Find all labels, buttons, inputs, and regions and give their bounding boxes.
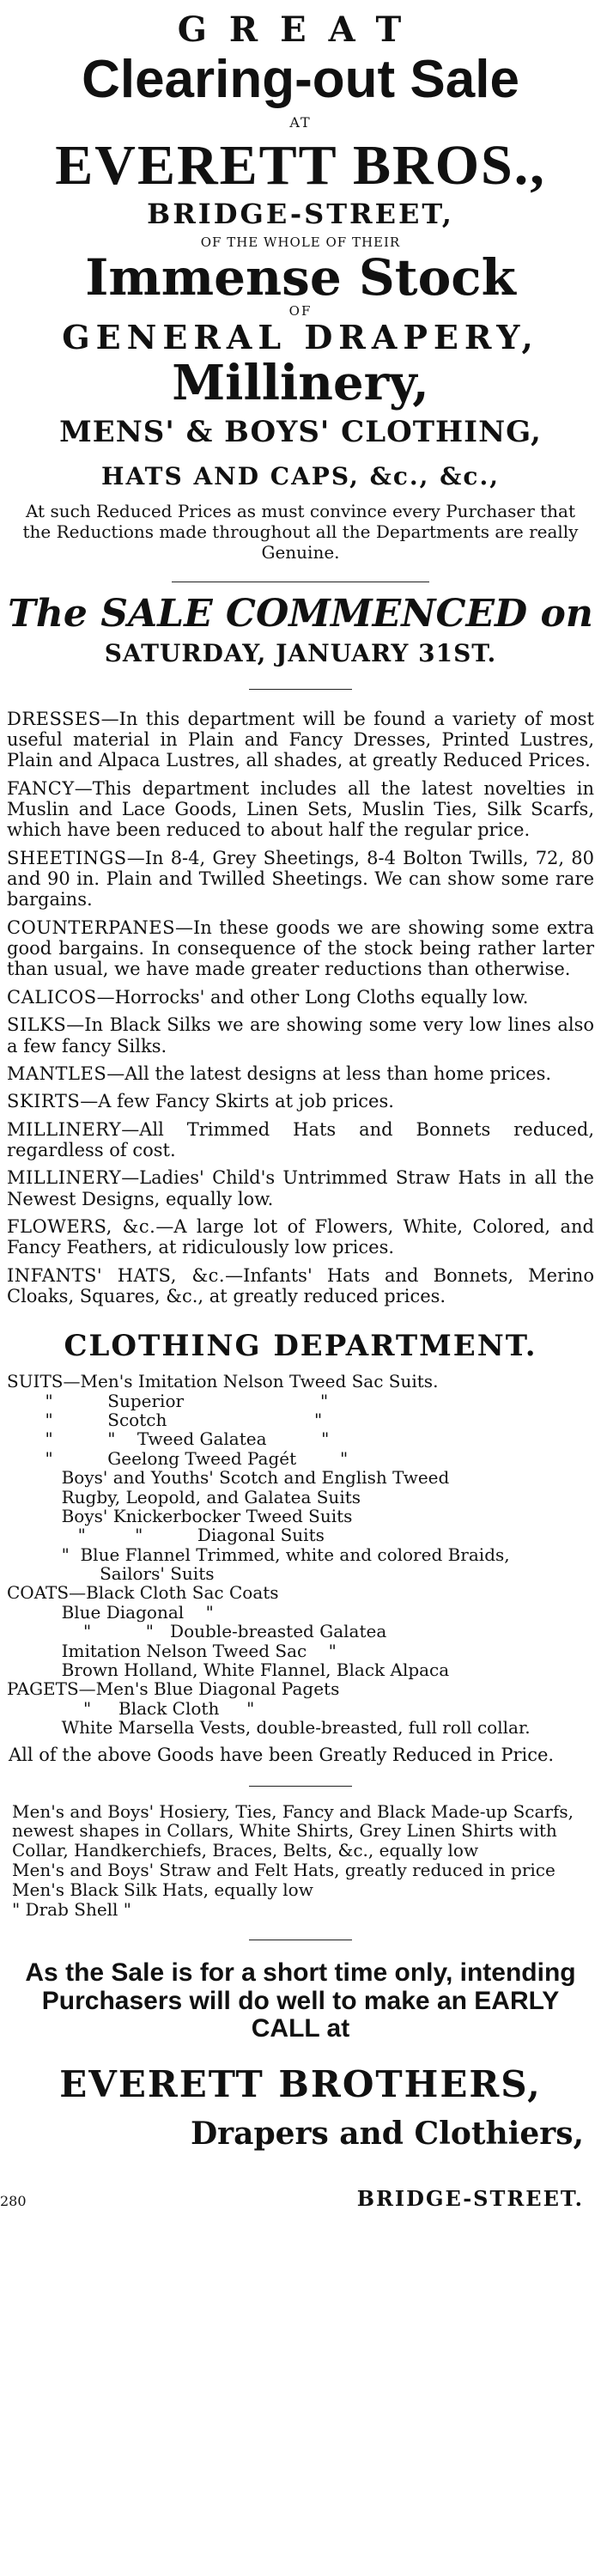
divider xyxy=(249,1786,352,1787)
department-item xyxy=(7,1167,594,1209)
department-head: DRESSES xyxy=(7,708,101,729)
headline-great: GREAT xyxy=(177,9,424,50)
department-text: —In Black Silks we are showing some very low lines also a few fancy Silks. xyxy=(7,1014,594,1057)
department-list xyxy=(7,709,594,1307)
department-item xyxy=(7,1063,594,1084)
street-name: BRIDGE-STREET, xyxy=(147,198,454,231)
hosiery-list xyxy=(12,1802,589,1920)
department-item xyxy=(7,1014,594,1057)
reduced-prices-text: At such Reduced Prices as must convince every Purchaser that the Reductions made throughout all the Departments are really Genuine. xyxy=(22,500,579,563)
department-item xyxy=(7,1091,594,1111)
department-text: —Horrocks' and other Long Cloths equally low. xyxy=(96,986,529,1008)
clothing-line: Imitation Nelson Tweed Sac " xyxy=(7,1640,337,1661)
department-head: CALICOS xyxy=(7,986,97,1008)
clothing-line: Sailors' Suits xyxy=(7,1563,215,1585)
department-text: —This department includes all the latest novelties in Muslin and Lace Goods, Linen Sets, Muslin Ties, Silk Scarfs, which have been reduced to about half the regular price. xyxy=(7,777,594,841)
millinery-heading: Millinery, xyxy=(172,355,429,412)
general-drapery-heading: GENERAL DRAPERY, xyxy=(62,318,539,357)
department-head: INFANTS' HATS, &c. xyxy=(7,1264,226,1286)
department-text: —In 8-4, Grey Sheetings, 8-4 Bolton Twills, 72, 80 and 90 in. Plain and Twilled Sheetings. We can show some rare bargains. xyxy=(7,847,594,910)
department-text: —In this department will be found a variety of most useful material in Plain and Fancy Dresses, Printed Lustres, Plain and Alpaca Lustres, all shades, at greatly Reduced Prices. xyxy=(7,708,594,771)
clothing-line: Blue Diagonal " xyxy=(7,1601,214,1623)
department-head: MANTLES xyxy=(7,1063,107,1084)
department-item xyxy=(7,987,594,1008)
department-text: —In these goods we are showing some extra good bargains. In consequence of the stock being rather larter than usual, we have made greater reductions than otherwise. xyxy=(7,917,594,980)
advertisement-page xyxy=(0,9,601,2576)
department-head: FANCY xyxy=(7,777,75,799)
clothing-line: Boys' Knickerbocker Tweed Suits xyxy=(7,1505,353,1526)
footer xyxy=(0,2183,601,2217)
clothing-line: " " Diagonal Suits xyxy=(7,1525,325,1546)
clothing-line: " Black Cloth " xyxy=(7,1697,255,1719)
immense-stock-heading: Immense Stock xyxy=(85,247,516,307)
hosiery-line: Men's and Boys' Hosiery, Ties, Fancy and Black Made-up Scarfs, newest shapes in Collars, White Shirts, Grey Linen Shirts with Collar, Handkerchiefs, Braces, Belts, &c., equally low xyxy=(12,1800,574,1861)
clothing-line: " Blue Flannel Trimmed, white and colored Braids, xyxy=(7,1544,510,1565)
department-head: COUNTERPANES xyxy=(7,917,175,938)
firm-name-closing: EVERETT BROTHERS, xyxy=(59,2062,542,2105)
mens-boys-clothing-heading: MENS' & BOYS' CLOTHING, xyxy=(59,414,542,449)
department-text: —A large lot of Flowers, White, Colored, and Fancy Feathers, at ridiculously low prices. xyxy=(7,1216,594,1258)
department-head: MILLINERY xyxy=(7,1118,122,1140)
early-call-text: As the Sale is for a short time only, intending Purchasers will do well to make an EARLY CALL at xyxy=(25,1958,576,2043)
clothing-line: Boys' and Youths' Scotch and English Tweed xyxy=(7,1467,450,1489)
clothing-line: Brown Holland, White Flannel, Black Alpaca xyxy=(7,1659,450,1681)
department-head: FLOWERS, &c. xyxy=(7,1216,156,1238)
sale-date: SATURDAY, JANUARY 31ST. xyxy=(104,639,497,668)
clothing-list xyxy=(7,1372,594,1737)
clothing-line: " " Tweed Galatea " xyxy=(7,1428,330,1450)
divider xyxy=(249,689,352,690)
clothing-line: SUITS—Men's Imitation Nelson Tweed Sac Suits. xyxy=(7,1371,439,1392)
department-text: —All Trimmed Hats and Bonnets reduced, regardless of cost. xyxy=(7,1118,594,1160)
department-item xyxy=(7,1119,594,1161)
department-head: SILKS xyxy=(7,1014,67,1036)
department-head: SKIRTS xyxy=(7,1091,81,1112)
drapers-clothiers-label: Drapers and Clothiers, xyxy=(190,2115,584,2152)
of-label: OF xyxy=(288,303,313,320)
hosiery-line: Men's Black Silk Hats, equally low xyxy=(12,1879,313,1900)
ad-number: 280 xyxy=(0,2192,27,2209)
department-item xyxy=(7,709,594,771)
department-item xyxy=(7,778,594,841)
clothing-line: Rugby, Leopold, and Galatea Suits xyxy=(7,1486,361,1507)
department-item xyxy=(7,848,594,910)
clothing-line: PAGETS—Men's Blue Diagonal Pagets xyxy=(7,1678,340,1700)
clothing-line: " " Double-breasted Galatea xyxy=(7,1621,387,1642)
headline-clearing-out-sale: Clearing-out Sale xyxy=(82,50,519,109)
department-text: —All the latest designs at less than home prices. xyxy=(106,1063,552,1084)
clothing-line: White Marsella Vests, double-breasted, full roll collar. xyxy=(7,1717,531,1739)
clothing-department-heading: CLOTHING DEPARTMENT. xyxy=(64,1328,537,1363)
whole-of-their-label: OF THE WHOLE OF THEIR xyxy=(200,234,401,250)
department-item xyxy=(7,917,594,980)
department-head: MILLINERY xyxy=(7,1167,122,1189)
department-text: —Ladies' Child's Untrimmed Straw Hats in all the Newest Designs, equally low. xyxy=(7,1167,594,1209)
firm-name: EVERETT BROS., xyxy=(55,133,546,197)
all-above-reduced-text: All of the above Goods have been Greatly Reduced in Price. xyxy=(9,1744,555,1765)
department-text: —A few Fancy Skirts at job prices. xyxy=(80,1091,394,1112)
department-item xyxy=(7,1265,594,1307)
street-name-closing: BRIDGE-STREET. xyxy=(356,2185,584,2211)
clothing-line: COATS—Black Cloth Sac Coats xyxy=(7,1582,279,1604)
hosiery-line: " Drab Shell " xyxy=(12,1898,132,1920)
department-head: SHEETINGS xyxy=(7,847,127,868)
department-item xyxy=(7,1216,594,1258)
clothing-line: " Superior " xyxy=(7,1390,329,1411)
at-label: AT xyxy=(289,114,312,131)
clothing-line: " Geelong Tweed Pagét " xyxy=(7,1447,349,1469)
hats-and-caps-heading: HATS AND CAPS, &c., &c., xyxy=(101,461,500,490)
sale-commenced-heading: The SALE COMMENCED on xyxy=(8,591,593,636)
department-text: —Infants' Hats and Bonnets, Merino Cloaks, Squares, &c., at greatly reduced prices. xyxy=(7,1264,594,1307)
clothing-line: " Scotch " xyxy=(7,1409,323,1430)
hosiery-line: Men's and Boys' Straw and Felt Hats, greatly reduced in price xyxy=(12,1860,555,1880)
